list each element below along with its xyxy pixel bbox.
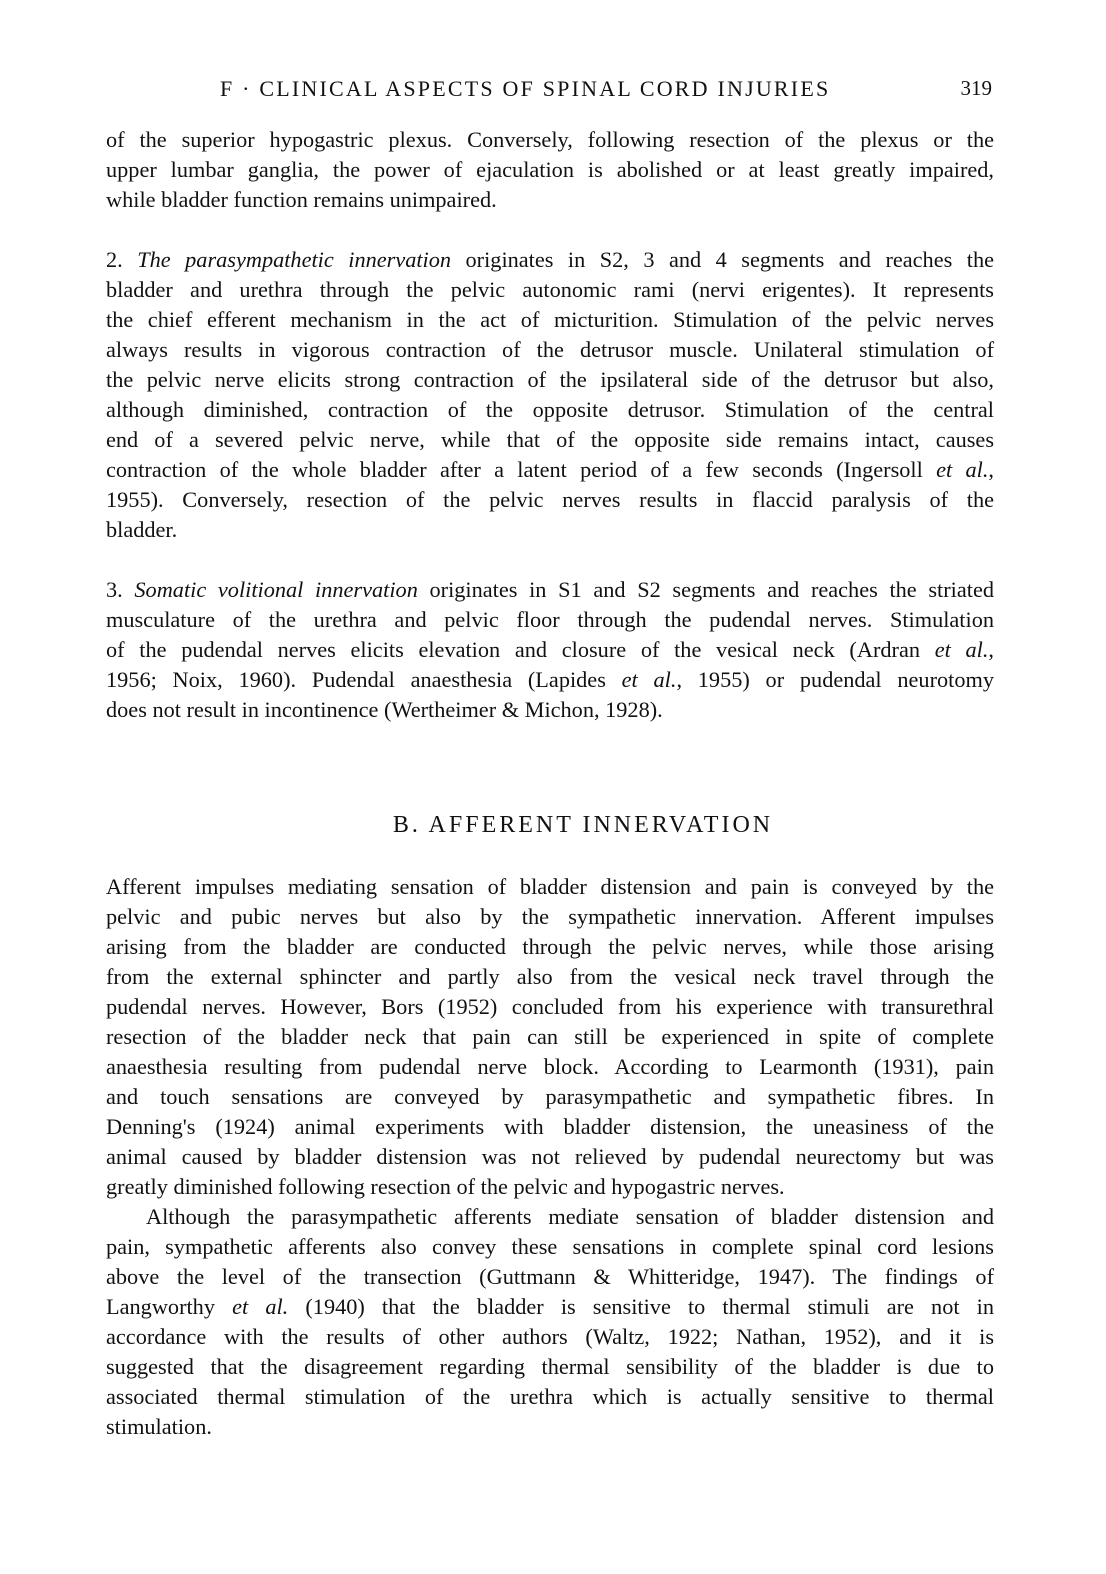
italic-citation: et al.	[621, 667, 677, 692]
text-line	[106, 635, 994, 665]
italic-term: Somatic volitional innervation	[134, 577, 418, 602]
text-line: always results in vigorous contraction of the detrusor muscle. Unilateral stimulation of	[106, 337, 994, 362]
text-line: associated thermal stimulation of the urethra which is actually sensitive to thermal	[106, 1384, 994, 1409]
text-line: suggested that the disagreement regarding thermal sensibility of the bladder is due to	[106, 1354, 994, 1379]
text-span: of the pudendal nerves elicits elevation and closure of the vesical neck (Ardran	[106, 637, 935, 662]
text-line: although diminished, contraction of the opposite detrusor. Stimulation of the central	[106, 397, 994, 422]
text-line: from the external sphincter and partly also from the vesical neck travel through the	[106, 964, 994, 989]
text-span: 1956; Noix, 1960). Pudendal anaesthesia (Lapides	[106, 667, 622, 692]
text-line: arising from the bladder are conducted through the pelvic nerves, while those arising	[106, 934, 994, 959]
text-line	[106, 1292, 994, 1322]
text-line	[106, 455, 994, 485]
running-head	[104, 76, 992, 106]
text-line: the pelvic nerve elicits strong contraction of the ipsilateral side of the detrusor but also,	[106, 367, 994, 392]
italic-citation: et al.	[232, 1294, 289, 1319]
text-line: anaesthesia resulting from pudendal nerve block. According to Learmonth (1931), pain	[106, 1054, 994, 1079]
text-span: ,	[988, 457, 994, 482]
italic-term: The parasympathetic innervation	[137, 247, 452, 272]
text-line	[106, 575, 994, 605]
section-heading: B. AFFERENT INNERVATION	[392, 812, 774, 838]
text-span: originates in S2, 3 and 4 segments and reaches the	[451, 247, 994, 272]
text-span: originates in S1 and S2 segments and reaches the striated	[417, 577, 994, 602]
text-span: (1940) that the bladder is sensitive to thermal stimuli are not in	[288, 1294, 994, 1319]
paragraph-parasympathetic	[106, 245, 994, 545]
page-number: 319	[960, 76, 992, 100]
text-line: Although the parasympathetic afferents mediate sensation of bladder distension and	[146, 1204, 994, 1229]
text-line: and touch sensations are conveyed by parasympathetic and sympathetic fibres. In	[106, 1084, 994, 1109]
list-number: 2.	[106, 247, 123, 272]
text-line: pain, sympathetic afferents also convey these sensations in complete spinal cord lesions	[106, 1234, 994, 1259]
text-line: resection of the bladder neck that pain can still be experienced in spite of complete	[106, 1024, 994, 1049]
text-line: of the superior hypogastric plexus. Conversely, following resection of the plexus or the	[106, 127, 994, 152]
text-span: Langworthy	[106, 1294, 233, 1319]
paragraph-somatic	[106, 575, 994, 725]
text-span: , 1955) or pudendal neurotomy	[676, 667, 994, 692]
paragraph-continuation	[106, 125, 994, 215]
text-line: pudendal nerves. However, Bors (1952) concluded from his experience with transurethral	[106, 994, 994, 1019]
text-line: musculature of the urethra and pelvic floor through the pudendal nerves. Stimulation	[106, 607, 994, 632]
text-line: animal caused by bladder distension was not relieved by pudendal neurectomy but was	[106, 1144, 994, 1169]
text-line: stimulation.	[106, 1414, 212, 1439]
text-line: greatly diminished following resection of the pelvic and hypogastric nerves.	[106, 1174, 785, 1199]
text-line: accordance with the results of other authors (Waltz, 1922; Nathan, 1952), and it is	[106, 1324, 994, 1349]
text-line: bladder.	[106, 517, 178, 542]
text-line: above the level of the transection (Guttmann & Whitteridge, 1947). The findings of	[106, 1264, 994, 1289]
running-title: F · CLINICAL ASPECTS OF SPINAL CORD INJURIES	[220, 76, 831, 101]
paragraph-afferent	[106, 872, 994, 1202]
text-line: 1955). Conversely, resection of the pelvic nerves results in flaccid paralysis of the	[106, 487, 994, 512]
text-span: ,	[988, 637, 994, 662]
text-line: Afferent impulses mediating sensation of bladder distension and pain is conveyed by the	[106, 874, 994, 899]
italic-citation: et al.	[934, 637, 989, 662]
text-line: Denning's (1924) animal experiments with bladder distension, the uneasiness of the	[106, 1114, 994, 1139]
text-line: end of a severed pelvic nerve, while that of the opposite side remains intact, causes	[106, 427, 994, 452]
text-line	[106, 665, 994, 695]
text-line: the chief efferent mechanism in the act of micturition. Stimulation of the pelvic nerves	[106, 307, 994, 332]
text-line: upper lumbar ganglia, the power of ejaculation is abolished or at least greatly impaired,	[106, 157, 994, 182]
paragraph-thermal	[106, 1202, 994, 1442]
text-line: while bladder function remains unimpaired.	[106, 187, 497, 212]
text-line: pelvic and pubic nerves but also by the sympathetic innervation. Afferent impulses	[106, 904, 994, 929]
list-number: 3.	[106, 577, 123, 602]
italic-citation: et al.	[936, 457, 989, 482]
text-span: contraction of the whole bladder after a latent period of a few seconds (Ingersoll	[106, 457, 937, 482]
text-line: bladder and urethra through the pelvic autonomic rami (nervi erigentes). It represents	[106, 277, 994, 302]
text-line	[106, 245, 994, 275]
text-line: does not result in incontinence (Wertheimer & Michon, 1928).	[106, 697, 663, 722]
